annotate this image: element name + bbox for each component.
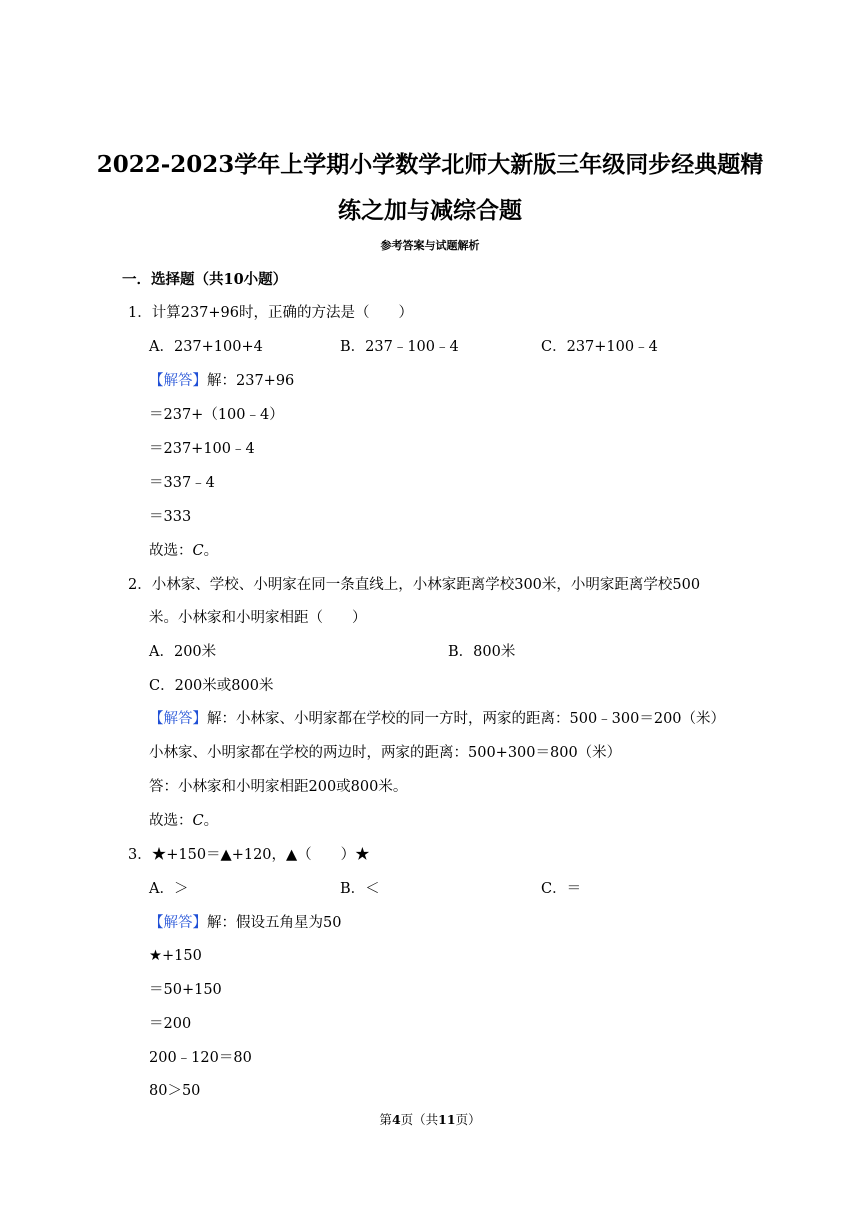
question-1-stem: 1．计算237+96时，正确的方法是（ ） bbox=[128, 305, 414, 321]
page-footer bbox=[0, 1110, 860, 1128]
question-1-solution-line-4: ＝337﹣4 bbox=[149, 475, 215, 491]
question-3-solution-line-2: ★+150 bbox=[149, 948, 202, 964]
choice-prefix: 故选： bbox=[149, 813, 193, 829]
footer-middle: 页（共 bbox=[400, 1112, 439, 1127]
section-heading: 一．选择题（共10小题） bbox=[122, 271, 288, 288]
solution-text: 解：237+96 bbox=[207, 373, 295, 389]
question-3-solution-line-4: ＝200 bbox=[149, 1016, 192, 1032]
footer-prefix: 第 bbox=[379, 1112, 392, 1127]
question-3-option-b: B．＜ bbox=[340, 881, 380, 897]
solution-text: 解：小林家、小明家都在学校的同一方时，两家的距离：500﹣300＝200（米） bbox=[207, 711, 726, 727]
choice-letter: C bbox=[192, 813, 204, 829]
footer-total-pages: 11 bbox=[438, 1112, 456, 1127]
question-2-solution-line-2: 小林家、小明家都在学校的两边时，两家的距离：500+300＝800（米） bbox=[149, 745, 622, 761]
footer-page-number: 4 bbox=[391, 1112, 401, 1127]
question-1-solution-line-2: ＝237+（100﹣4） bbox=[149, 407, 284, 423]
question-1-choice-line bbox=[149, 541, 218, 561]
answer-tag: 【解答】 bbox=[149, 915, 207, 931]
question-2-stem-line-1: 2．小林家、学校、小明家在同一条直线上，小林家距离学校300米，小明家距离学校500 bbox=[128, 577, 701, 593]
question-2-option-a: A．200米 bbox=[149, 644, 217, 660]
footer-suffix: 页） bbox=[455, 1112, 481, 1127]
question-3-solution-line-6: 80＞50 bbox=[149, 1083, 201, 1099]
question-2-option-c: C．200米或800米 bbox=[149, 678, 274, 694]
question-3-solution-line-1 bbox=[149, 913, 341, 933]
question-2-stem-line-2: 米。小林家和小明家相距（ ） bbox=[149, 610, 367, 626]
question-3-option-a: A．＞ bbox=[149, 881, 189, 897]
question-1-option-c: C．237+100﹣4 bbox=[541, 339, 658, 355]
question-1-option-b: B．237﹣100﹣4 bbox=[340, 339, 459, 355]
document-subtitle: 参考答案与试题解析 bbox=[380, 239, 480, 252]
question-2-option-b: B．800米 bbox=[448, 644, 516, 660]
choice-suffix: 。 bbox=[203, 813, 219, 829]
choice-suffix: 。 bbox=[203, 543, 219, 559]
question-1-solution-line-1 bbox=[149, 371, 294, 391]
question-2-solution-line-1 bbox=[149, 709, 725, 729]
question-2-solution-line-3: 答：小林家和小明家相距200或800米。 bbox=[149, 779, 408, 795]
question-1-option-a: A．237+100+4 bbox=[149, 339, 263, 355]
answer-tag: 【解答】 bbox=[149, 373, 207, 389]
question-2-choice-line bbox=[149, 811, 218, 831]
question-1-solution-line-5: ＝333 bbox=[149, 509, 192, 525]
document-title-line-1: 2022-2023学年上学期小学数学北师大新版三年级同步经典题精 bbox=[96, 151, 764, 178]
question-3-option-c: C．＝ bbox=[541, 881, 582, 897]
question-3-solution-line-5: 200﹣120＝80 bbox=[149, 1050, 252, 1066]
choice-letter: C bbox=[192, 543, 204, 559]
question-3-solution-line-3: ＝50+150 bbox=[149, 982, 222, 998]
solution-text: 解：假设五角星为50 bbox=[207, 915, 342, 931]
answer-tag: 【解答】 bbox=[149, 711, 207, 727]
question-3-stem: 3．★+150＝▲+120，▲（ ）★ bbox=[128, 847, 370, 863]
choice-prefix: 故选： bbox=[149, 543, 193, 559]
document-title-line-2: 练之加与减综合题 bbox=[338, 197, 522, 224]
question-1-solution-line-3: ＝237+100﹣4 bbox=[149, 441, 255, 457]
